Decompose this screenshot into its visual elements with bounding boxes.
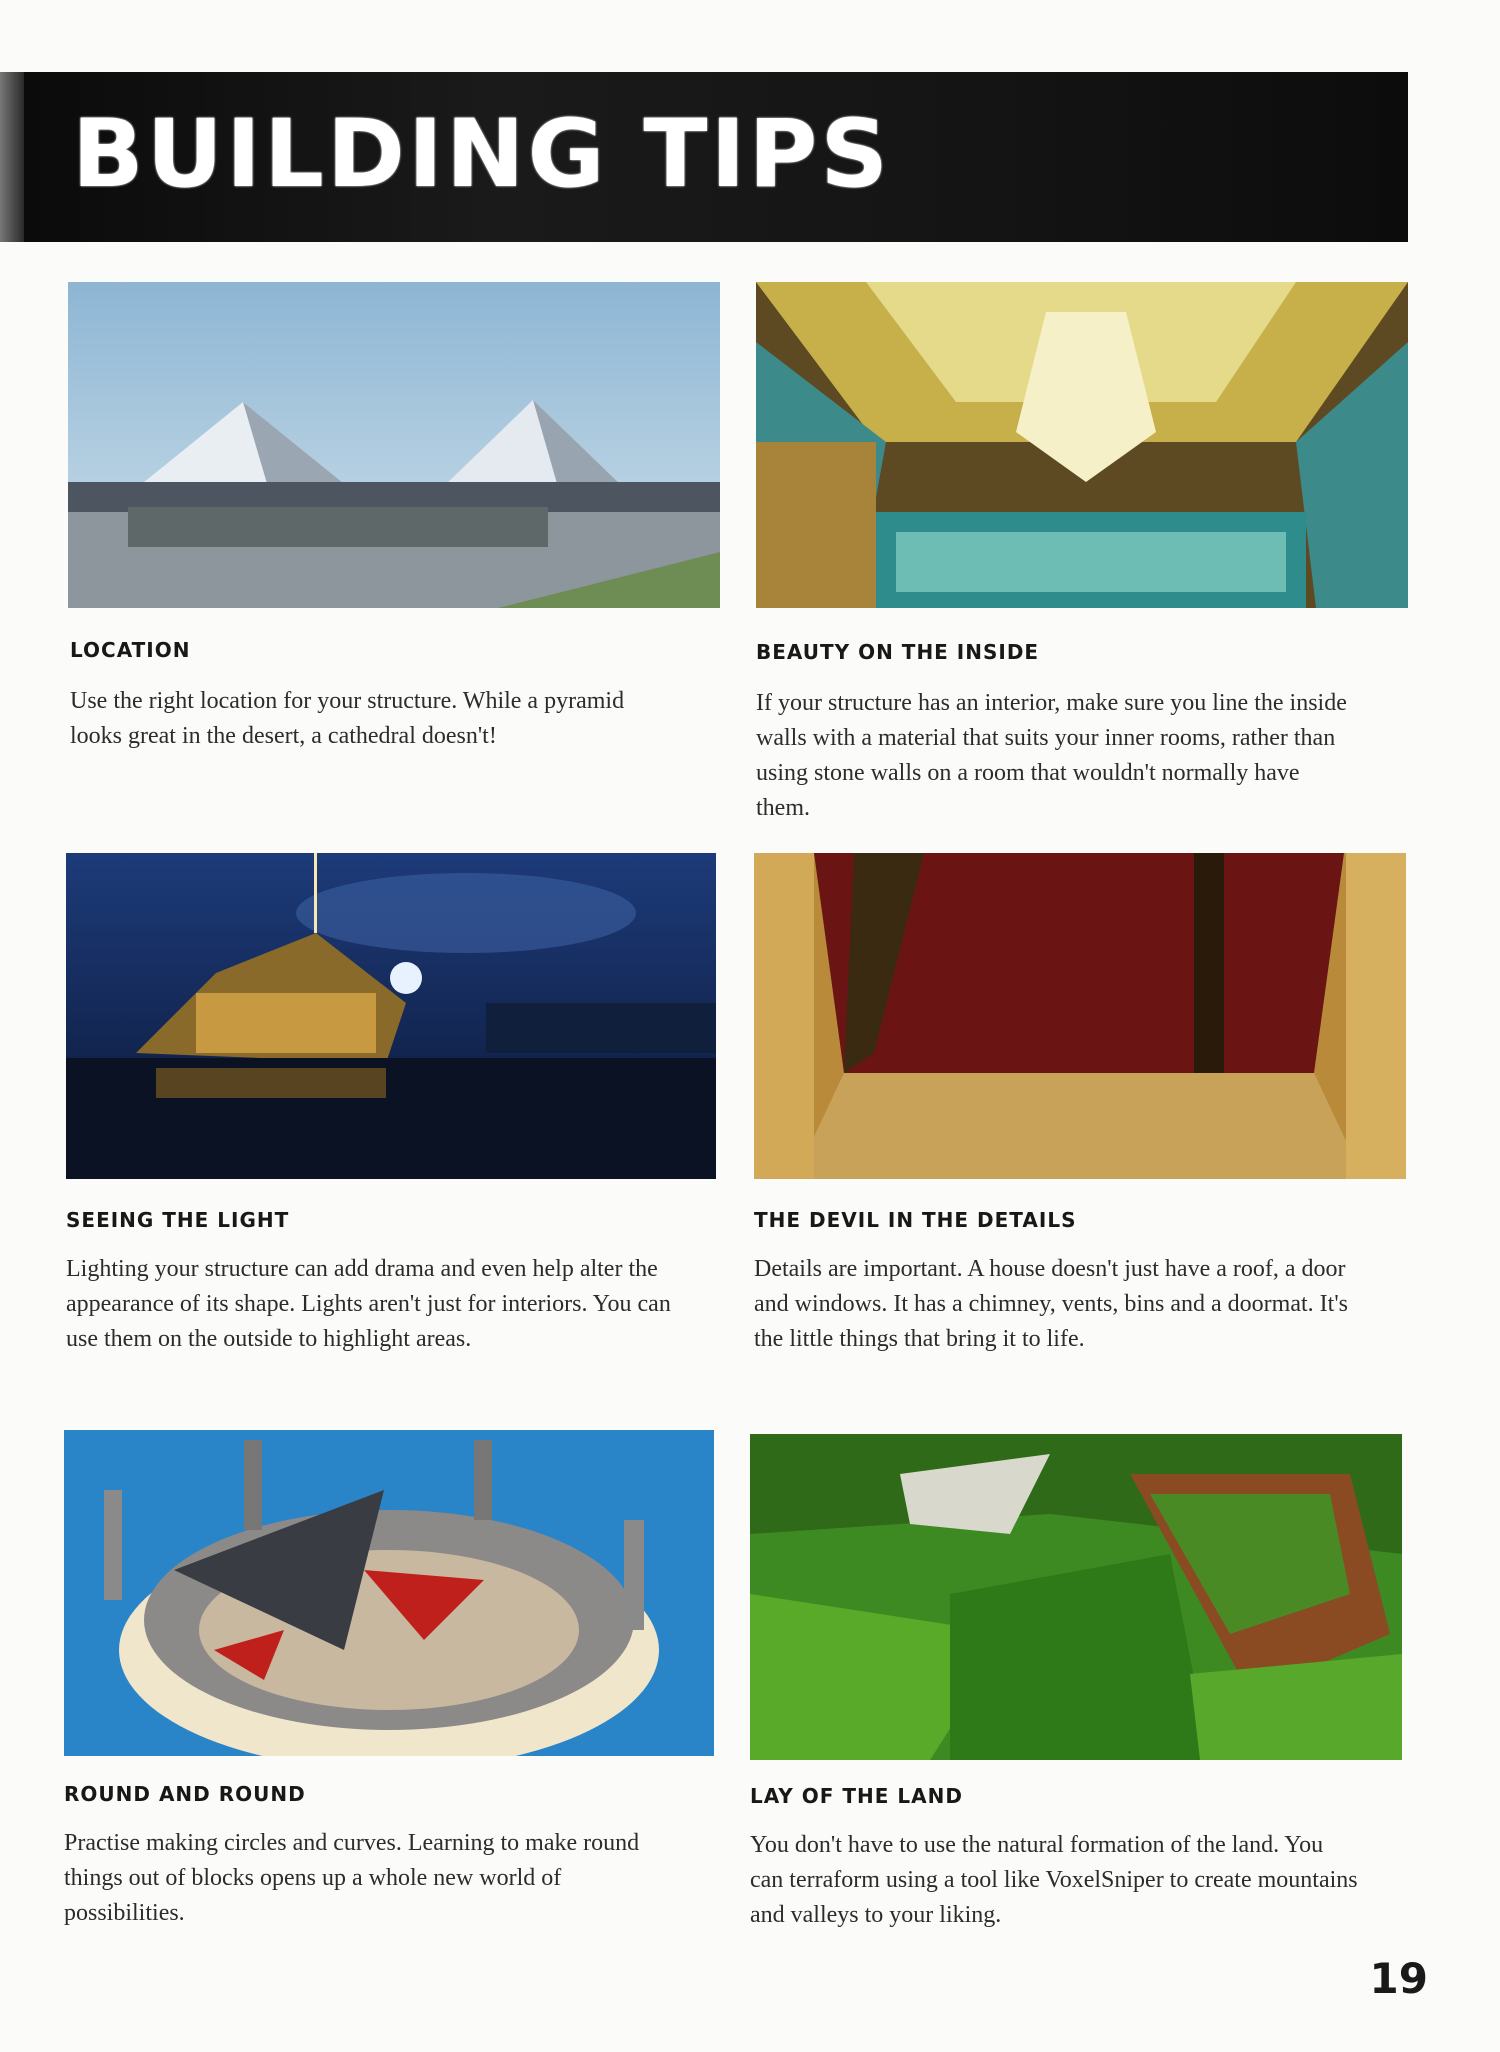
tip-text: Practise making circles and curves. Learning to make round things out of blocks opens up a whole new world of possibilities. — [64, 1830, 640, 1926]
tip-text: You don't have to use the natural formation of the land. You can terraform using a tool like VoxelSniper to create mountains and valleys to your liking. — [750, 1832, 1358, 1928]
tip-text: Details are important. A house doesn't just have a roof, a door and windows. It has a chimney, vents, bins and a doormat. It's the little things that bring it to life. — [754, 1256, 1348, 1352]
tip-text: If your structure has an interior, make sure you line the inside walls with a material that suits your inner rooms, rather than using stone walls on a room that wouldn't normally have them. — [756, 690, 1347, 821]
arena-photo — [64, 1430, 714, 1756]
tip-heading: THE DEVIL IN THE DETAILS — [754, 1208, 1077, 1232]
page-title: BUILDING TIPS — [72, 100, 892, 209]
tip-heading: LAY OF THE LAND — [750, 1784, 963, 1808]
tip-text: Use the right location for your structure. While a pyramid looks great in the desert, a cathedral doesn't! — [70, 688, 625, 749]
night-temple-photo — [66, 853, 716, 1179]
dome-interior-photo — [754, 853, 1406, 1179]
title-banner — [0, 72, 1408, 242]
terrain-photo — [750, 1434, 1402, 1760]
tip-heading: SEEING THE LIGHT — [66, 1208, 290, 1232]
tip-heading: ROUND AND ROUND — [64, 1782, 306, 1806]
page-number: 19 — [1369, 1954, 1428, 2003]
ceiling-photo — [756, 282, 1408, 608]
pyramids-photo — [68, 282, 720, 608]
tip-heading: BEAUTY ON THE INSIDE — [756, 640, 1040, 664]
tip-heading: LOCATION — [70, 638, 191, 662]
tip-text: Lighting your structure can add drama and even help alter the appearance of its shape. Lights aren't just for interiors. You can use them on the outside to highlight areas. — [66, 1256, 671, 1352]
